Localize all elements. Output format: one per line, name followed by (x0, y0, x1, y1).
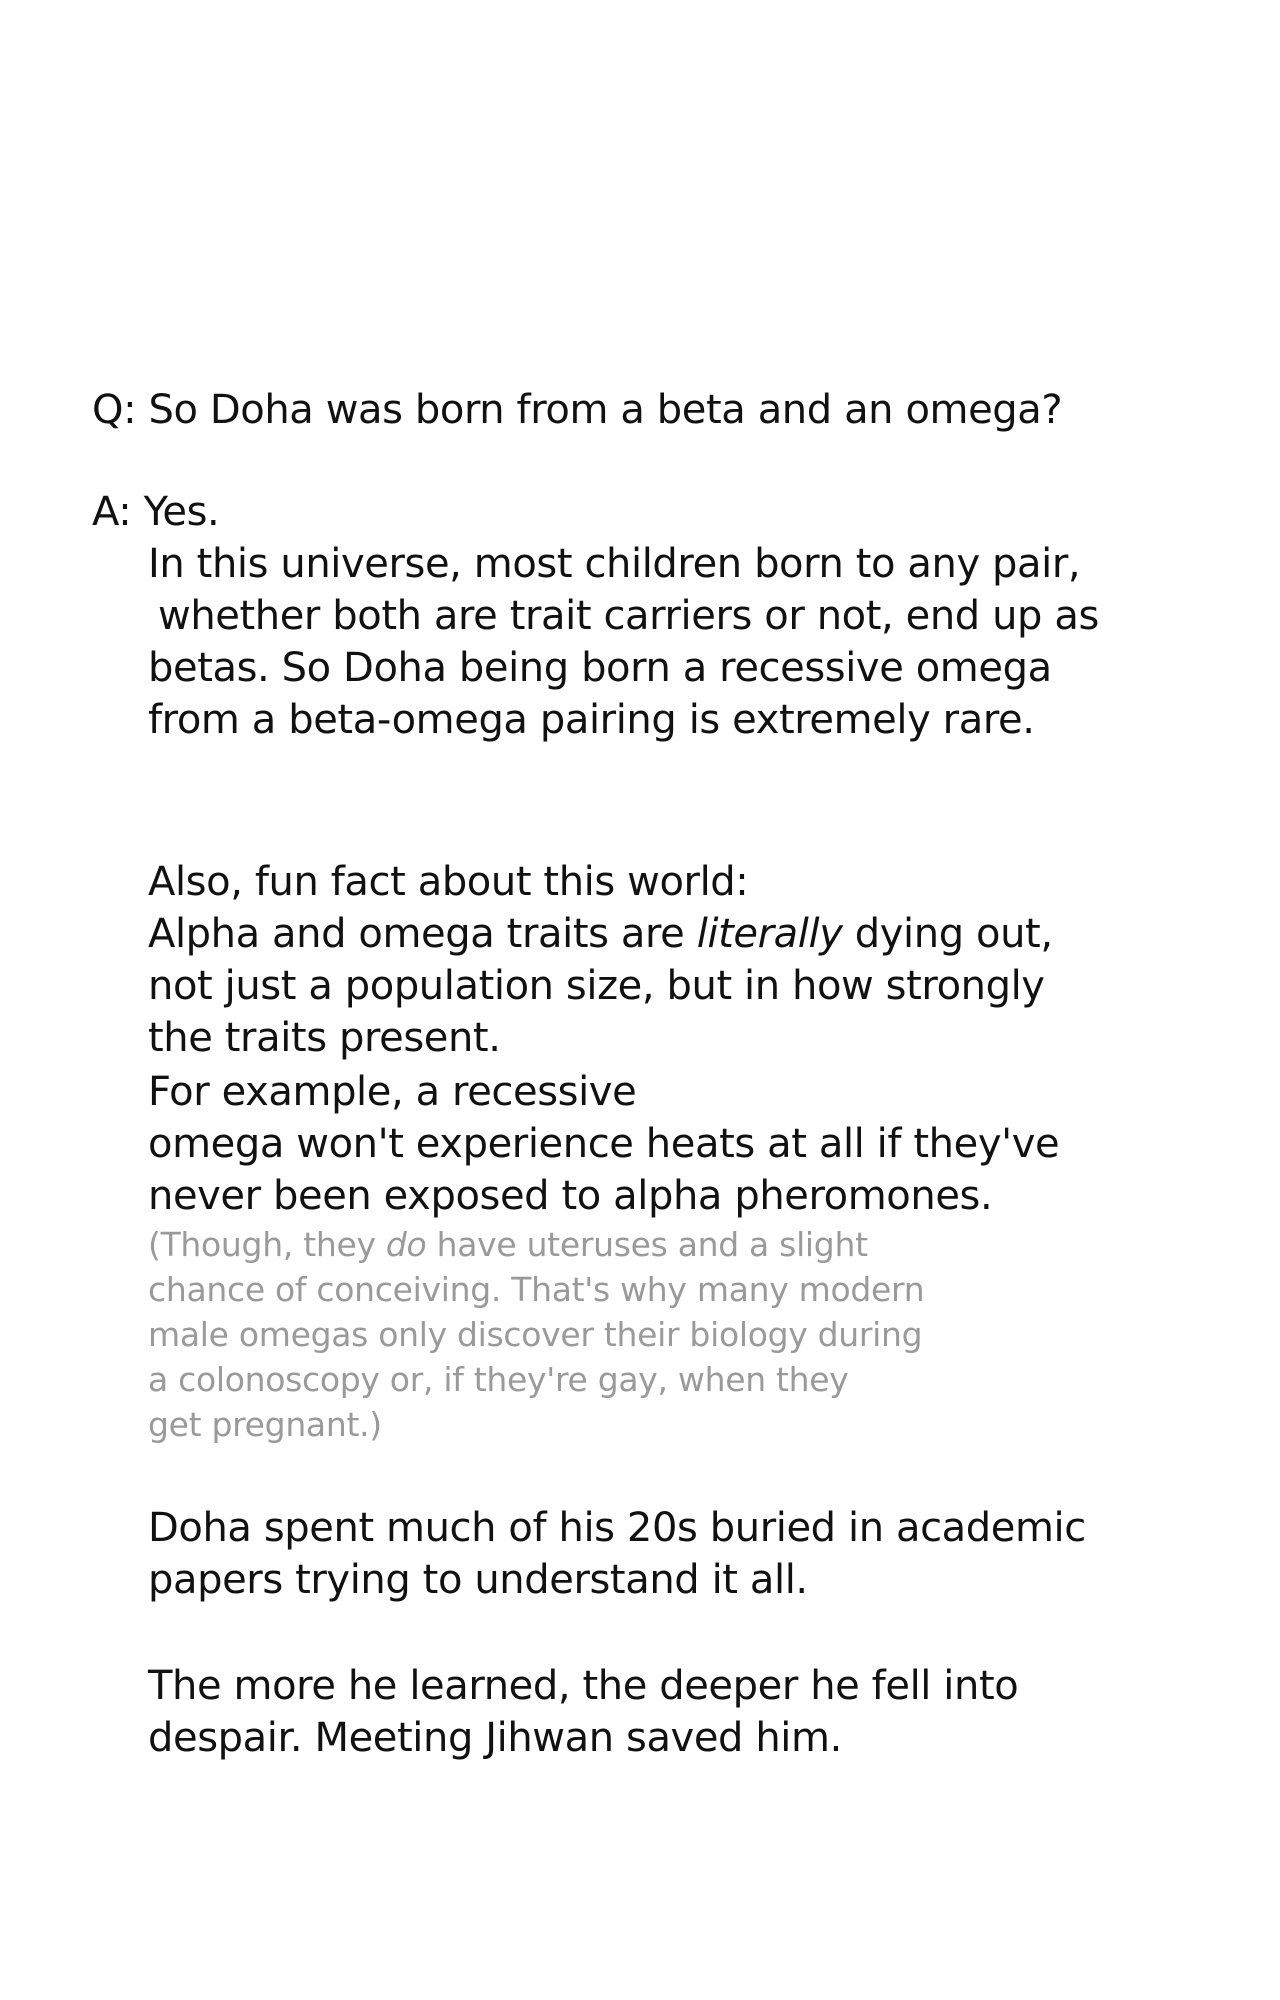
para2-line5: For example, a recessive (148, 1069, 637, 1115)
para4-line1: The more he learned, the deeper he fell into (148, 1663, 1019, 1709)
para2-line7: never been exposed to alpha pheromones. (148, 1173, 993, 1219)
aside-line3: male omegas only discover their biology during (148, 1315, 923, 1354)
para3-line1: Doha spent much of his 20s buried in academic (148, 1505, 1086, 1551)
para2-line4: the traits present. (148, 1015, 501, 1061)
aside-line2: chance of conceiving. That's why many modern (148, 1270, 925, 1309)
para4-line2: despair. Meeting Jihwan saved him. (148, 1715, 842, 1761)
para2-line1: Also, fun fact about this world: (148, 859, 749, 905)
para2-line2: Alpha and omega traits are literally dying out, (148, 911, 1053, 957)
aside-line5: get pregnant.) (148, 1405, 382, 1444)
para1-line4: from a beta-omega pairing is extremely rare. (148, 697, 1035, 743)
aside-line1: (Though, they do have uteruses and a slight (148, 1225, 868, 1264)
para1-line3: betas. So Doha being born a recessive omega (148, 645, 1052, 691)
aside-line4: a colonoscopy or, if they're gay, when they (148, 1360, 849, 1399)
para1-line2: whether both are trait carriers or not, end up as (158, 593, 1099, 639)
question-line: Q: So Doha was born from a beta and an omega? (92, 387, 1063, 433)
para2-line3: not just a population size, but in how strongly (148, 963, 1045, 1009)
emphasis-do: do (385, 1225, 427, 1264)
para3-line2: papers trying to understand it all. (148, 1557, 808, 1603)
para1-line1: In this universe, most children born to any pair, (148, 541, 1081, 587)
emphasis-literally: literally (696, 911, 843, 957)
para2-line6: omega won't experience heats at all if they've (148, 1121, 1060, 1167)
answer-lead: A: Yes. (92, 489, 220, 535)
